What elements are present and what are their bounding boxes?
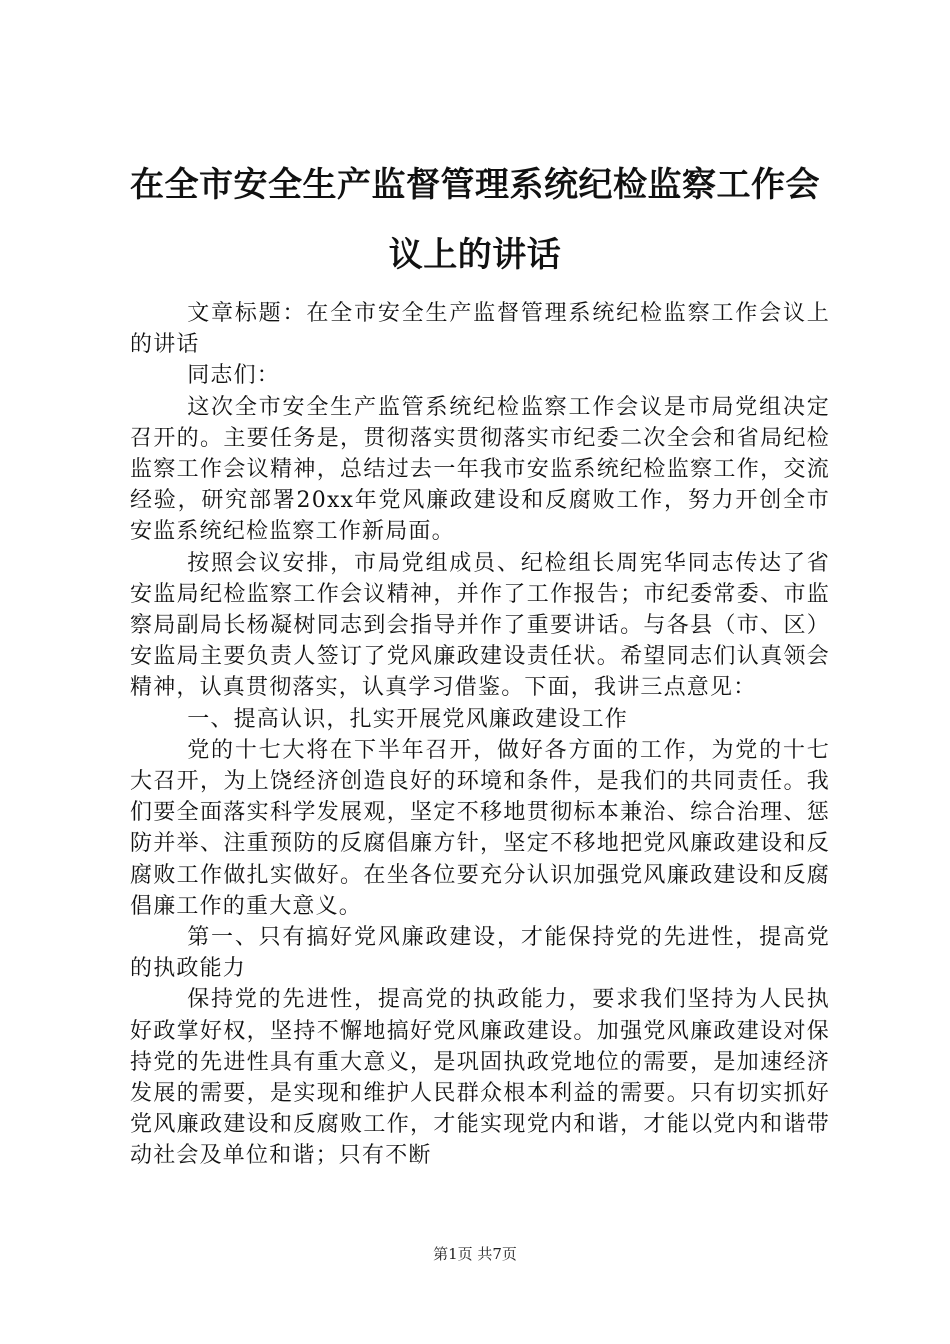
document-title-line-2: 议上的讲话 xyxy=(388,235,562,275)
body-paragraph: 党的十七大将在下半年召开，做好各方面的工作，为党的十七大召开，为上饶经济创造良好的环境和条件，是我们的共同责任。我们要全面落实科学发展观，坚定不移地贯彻标本兼治、综合治理、惩防并举、注重预防的反腐倡廉方针，坚定不移地把党风廉政建设和反腐败工作做扎实做好。在坐各位要充分认识加强党风廉政建设和反腐倡廉工作的重大意义。 xyxy=(130,737,830,919)
page-number-footer: 第1页 共7页 xyxy=(433,1245,517,1263)
document-title-line-1: 在全市安全生产监督管理系统纪检监察工作会 xyxy=(130,165,820,205)
subsection-heading: 第一、只有搞好党风廉政建设，才能保持党的先进性，提高党的执政能力 xyxy=(130,925,830,982)
document-body xyxy=(130,298,830,1172)
body-paragraph: 按照会议安排，市局党组成员、纪检组长周宪华同志传达了省安监局纪检监察工作会议精神，并作了工作报告；市纪委常委、市监察局副局长杨凝树同志到会指导并作了重要讲话。与各县（市、区）安监局主要负责人签订了党风廉政建设责任状。希望同志们认真领会精神，认真贯彻落实，认真学习借鉴。下面，我讲三点意见： xyxy=(130,550,830,701)
section-heading: 一、提高认识，扎实开展党风廉政建设工作 xyxy=(187,706,628,732)
body-paragraph: 这次全市安全生产监管系统纪检监察工作会议是市局党组决定召开的。主要任务是，贯彻落实贯彻落实市纪委二次全会和省局纪检监察工作会议精神，总结过去一年我市安监系统纪检监察工作，交流经验，研究部署20xx年党风廉政建设和反腐败工作，努力开创全市安监系统纪检监察工作新局面。 xyxy=(130,394,830,545)
salutation: 同志们： xyxy=(187,363,280,389)
body-paragraph: 保持党的先进性，提高党的执政能力，要求我们坚持为人民执好政掌好权，坚持不懈地搞好党风廉政建设。加强党风廉政建设对保持党的先进性具有重大意义，是巩固执政党地位的需要，是加速经济发展的需要，是实现和维护人民群众根本利益的需要。只有切实抓好党风廉政建设和反腐败工作，才能实现党内和谐，才能以党内和谐带动社会及单位和谐；只有不断 xyxy=(130,987,830,1169)
article-title-paragraph: 文章标题：在全市安全生产监督管理系统纪检监察工作会议上的讲话 xyxy=(130,301,830,358)
